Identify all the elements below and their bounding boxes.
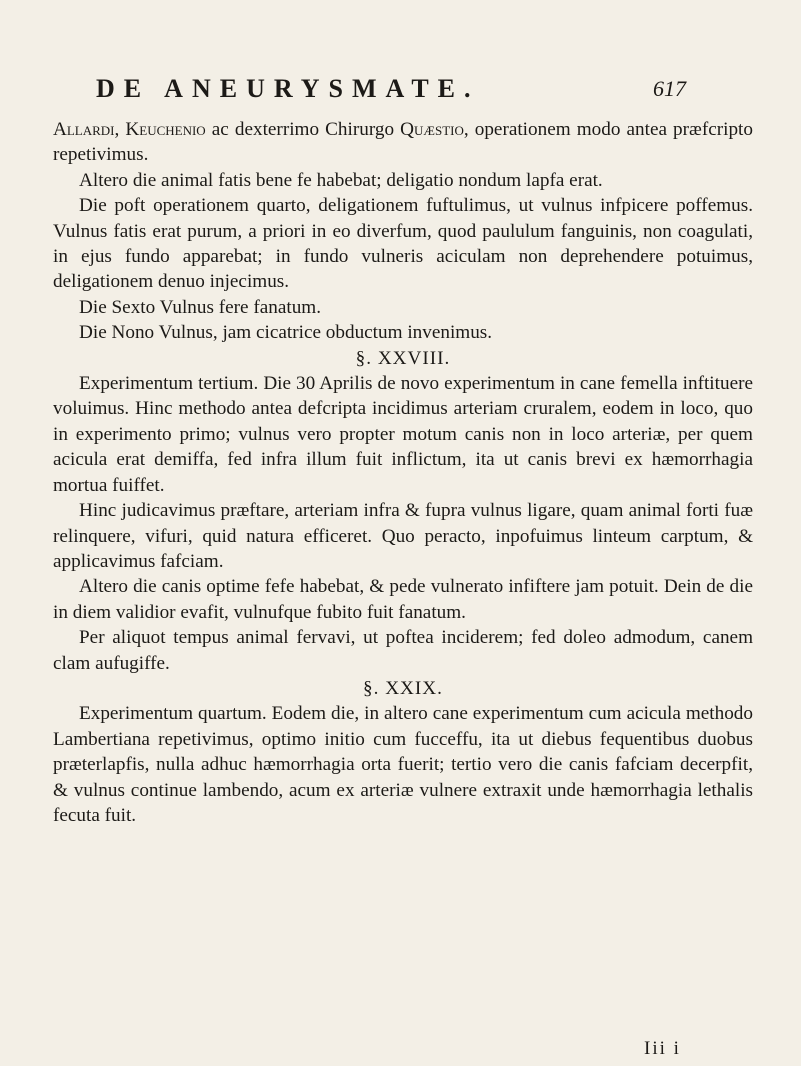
paragraph: Experimentum tertium. Die 30 Aprilis de novo experimentum in cane femella inftituere voluimus. Hinc methodo antea defcripta incidimus arteriam cruralem, eodem in loco, quo in experimento primo; vulnus vero propter motum canis non in loco arteriæ, per quem acicula erat demiffa, fed infra illum fuit inflictum, ita ut canis brevi ex hæmorrhagia mortua fuiffet. [53, 373, 753, 496]
opening-rest: , operationem modo antea præfcripto repetivimus. [53, 119, 753, 166]
opening-paragraph [53, 117, 753, 168]
paragraph: Die poft operationem quarto, deligationem fuftulimus, ut vulnus infpicere poffemus. Vulnus fatis erat purum, a priori in eo diverfum, quod paululum fanguinis, non coagulati, in ejus fundo apparebat; in fundo vulneris aciculam non deprehendere potuimus, deligationem denuo injecimus. [53, 195, 753, 293]
body-text [53, 117, 753, 828]
running-head [96, 74, 686, 104]
section-heading: §. XXIX. [363, 677, 443, 699]
opening-quaestio: Quæstio [400, 119, 464, 140]
paragraph: Per aliquot tempus animal fervavi, ut poftea inciderem; fed doleo admodum, canem clam aufugiffe. [53, 627, 753, 674]
section-heading: §. XXVIII. [355, 347, 451, 369]
paragraph: Altero die canis optime fefe habebat, & pede vulnerato infiftere jam potuit. Dein de die in diem validior evafit, vulnufque fubito fuit fanatum. [53, 576, 753, 623]
running-title: DE ANEURYSMATE. [96, 74, 480, 103]
paragraph: Altero die animal fatis bene fe habebat; deligatio nondum lapfa erat. [79, 169, 603, 191]
signature-mark: Iii i [644, 1038, 681, 1059]
paragraph: Hinc judicavimus præftare, arteriam infra & fupra vulnus ligare, quam animal forti fuæ relinquere, vifuri, quid natura efficeret. Quo peracto, inpofuimus linteum carptum, & applicavimus fafciam. [53, 500, 753, 572]
opening-mid: ac dexterrimo Chirurgo [205, 119, 401, 140]
opening-names: Allardi, Keuchenio [53, 119, 206, 140]
page-number: 617 [653, 76, 686, 101]
paragraph: Die Nono Vulnus, jam cicatrice obductum invenimus. [79, 322, 493, 344]
paragraph: Die Sexto Vulnus fere fanatum. [79, 296, 322, 318]
paragraph: Experimentum quartum. Eodem die, in altero cane experimentum cum acicula methodo Lambertiana repetivimus, optimo initio cum fucceffu, ita ut diebus fequentibus duobus præterlapfis, nulla adhuc hæmorrhagia orta fuerit; tertio vero die canis fafciam decerpfit, & vulnus continue lambendo, acum ex arteriæ vulnere extraxit unde hæmorrhagia lethalis fecuta fuit. [53, 703, 753, 826]
